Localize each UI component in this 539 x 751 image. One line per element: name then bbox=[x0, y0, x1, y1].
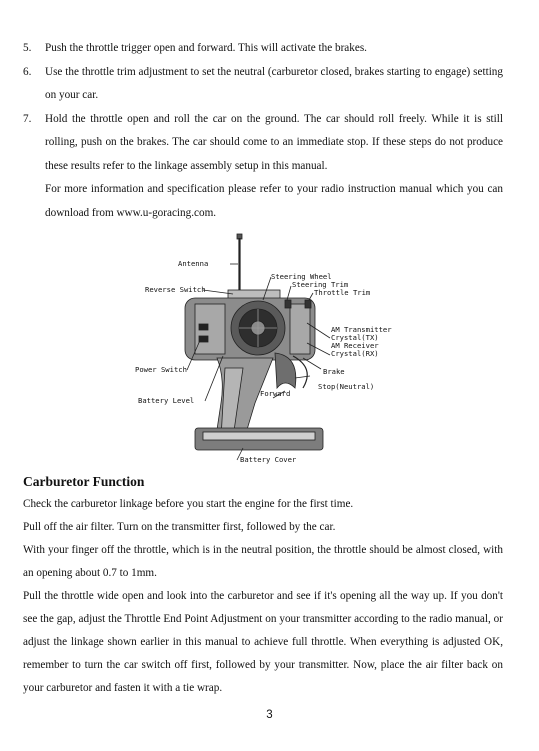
step-number: 5. bbox=[23, 42, 32, 54]
step-number: 6. bbox=[23, 65, 32, 78]
steering-trim-label: Steering Trim bbox=[292, 280, 349, 289]
page-number: 3 bbox=[266, 709, 273, 721]
step-text: Push the throttle trigger open and forward. This will activate the brakes. bbox=[45, 42, 367, 54]
section-body bbox=[23, 493, 503, 700]
body-paragraph: Pull the throttle wide open and look into the carburetor and see if it's opening all the way up. If you don't see the gap, adjust the Throttle End Point Adjustment on your transmitter according to the radio manual, or adjust the linkage shown earlier in this manual to achieve full throttle. When everything is adjusted OK, remember to turn the car switch off first, followed by your transmitter. Now, place the air filter back on your carburetor and fasten it with a tie wrap. bbox=[23, 590, 503, 694]
step-number: 7. bbox=[23, 112, 32, 125]
body-paragraph: Pull off the air filter. Turn on the transmitter first, followed by the car. bbox=[23, 521, 336, 533]
step-text: Use the throttle trim adjustment to set the neutral (carburetor closed, brakes starting to engage) setting on your car. bbox=[45, 65, 503, 101]
more-info-paragraph: For more information and specification please refer to your radio instruction manual which you can download from www.u-goracing.com. bbox=[45, 183, 503, 219]
transmitter-diagram bbox=[125, 228, 425, 473]
brake-label: Brake bbox=[323, 367, 345, 376]
step-6 bbox=[23, 61, 503, 108]
power-switch-label: Power Switch bbox=[135, 365, 187, 374]
stop-neutral-label: Stop(Neutral) bbox=[318, 382, 375, 391]
crystal-tx-label: Crystal(TX) bbox=[331, 333, 379, 342]
body-paragraph: Check the carburetor linkage before you start the engine for the first time. bbox=[23, 498, 354, 510]
am-transmitter-label: AM Transmitter bbox=[331, 325, 392, 334]
forward-label: Forward bbox=[260, 389, 291, 398]
crystal-rx-label: Crystal(RX) bbox=[331, 349, 379, 358]
steps-list bbox=[23, 37, 503, 225]
steering-wheel-label: Steering Wheel bbox=[271, 272, 332, 281]
antenna-label: Antenna bbox=[178, 259, 209, 268]
reverse-switch-label: Reverse Switch bbox=[145, 285, 206, 294]
battery-cover-label: Battery Cover bbox=[240, 455, 297, 464]
transmitter-illustration bbox=[125, 228, 425, 473]
step-7 bbox=[23, 108, 503, 179]
battery-level-label: Battery Level bbox=[138, 396, 195, 405]
section-title: Carburetor Function bbox=[23, 474, 145, 489]
step-text: Hold the throttle open and roll the car on the ground. The car should roll freely. While it is still rolling, push on the brakes. The car should come to an immediate stop. If these steps do not produce these results refer to the linkage assembly setup in this manual. bbox=[45, 112, 503, 172]
am-receiver-label: AM Receiver bbox=[331, 341, 379, 350]
body-paragraph: With your finger off the throttle, which is in the neutral position, the throttle should be almost closed, with an opening about 0.7 to 1mm. bbox=[23, 544, 503, 579]
throttle-trim-label: Throttle Trim bbox=[314, 288, 371, 297]
step-5 bbox=[23, 37, 503, 61]
